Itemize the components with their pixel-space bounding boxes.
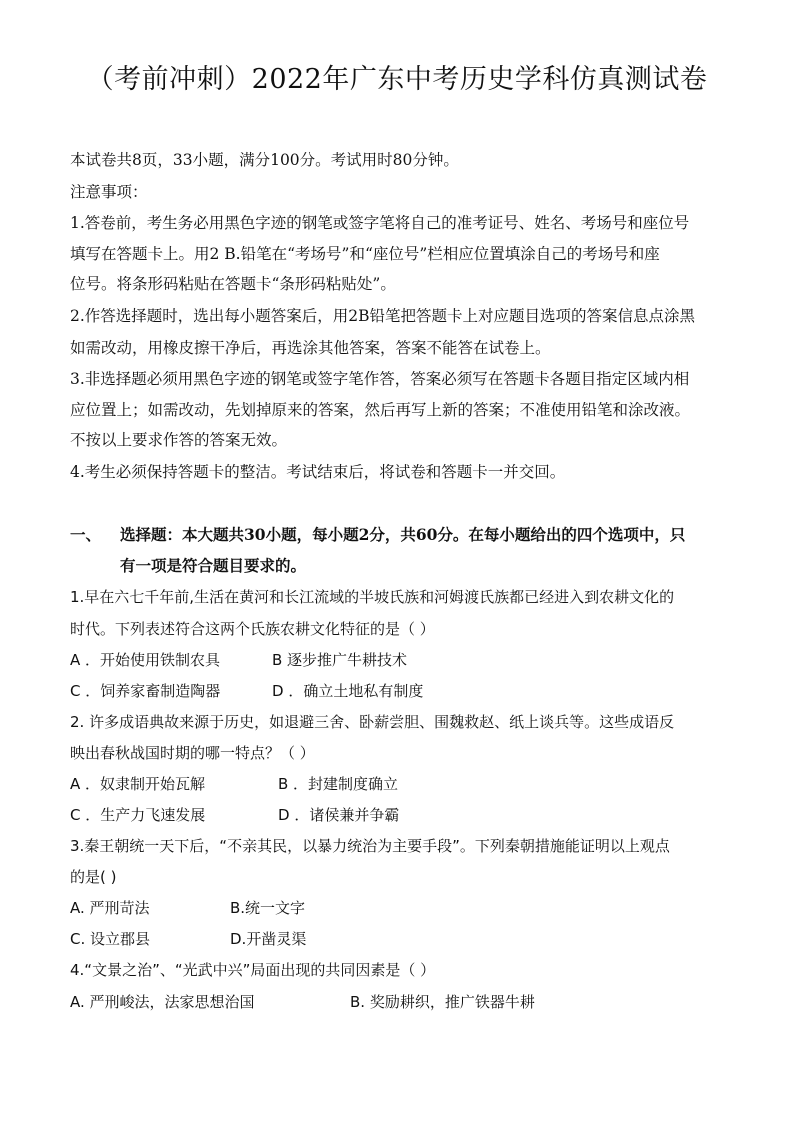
- notice-line: 1.答卷前，考生务必用黑色字迹的钢笔或签字笔将自己的准考证号、姓名、考场号和座位号: [70, 214, 690, 232]
- question-3-stem: 的是( ): [70, 868, 117, 886]
- question-2-stem: 映出春秋战国时期的哪一特点？（ ）: [70, 744, 315, 762]
- question-4-option-a: A. 严刑峻法，法家思想治国: [70, 993, 255, 1011]
- question-1-option-b: B 逐步推广牛耕技术: [272, 651, 408, 669]
- notice-line: 2.作答选择题时，选出每小题答案后，用2B铅笔把答题卡上对应题目选项的答案信息点涂黑: [70, 307, 696, 325]
- notice-heading: 注意事项：: [70, 183, 148, 201]
- notice-line: 不按以上要求作答的答案无效。: [70, 431, 288, 449]
- question-3-option-c: C. 设立郡县: [70, 930, 151, 948]
- page-title: （考前冲刺）2022年广东中考历史学科仿真测试卷: [86, 64, 708, 95]
- question-4-stem: 4.“文景之治”、“光武中兴”局面出现的共同因素是（ ）: [70, 961, 436, 979]
- question-1-stem: 1.早在六七千年前,生活在黄河和长江流域的半坡氏族和河姆渡氏族都已经进入到农耕文化的: [70, 588, 675, 606]
- section-instruction: 有一项是符合题目要求的。: [120, 556, 307, 575]
- question-2-option-c: C ．生产力飞速发展: [70, 806, 206, 824]
- question-1-option-a: A ．开始使用铁制农具: [70, 651, 221, 669]
- section-instruction: 选择题：本大题共30小题，每小题2分，共60分。在每小题给出的四个选项中，只: [120, 525, 686, 544]
- question-1-option-d: D ．确立土地私有制度: [272, 682, 424, 700]
- question-2-option-d: D ．诸侯兼并争霸: [278, 806, 400, 824]
- question-1-option-c: C ．饲养家畜制造陶器: [70, 682, 221, 700]
- question-2-stem: 2. 许多成语典故来源于历史，如退避三舍、卧薪尝胆、围魏救赵、纸上谈兵等。这些成语反: [70, 713, 675, 731]
- question-2-option-a: A ．奴隶制开始瓦解: [70, 775, 206, 793]
- notice-line: 位号。将条形码粘贴在答题卡“条形码粘贴处”。: [70, 275, 396, 293]
- question-3-option-d: D.开凿灵渠: [230, 930, 307, 948]
- section-number: 一、: [70, 525, 102, 544]
- question-2-option-b: B ．封建制度确立: [278, 775, 399, 793]
- question-4-option-b: B. 奖励耕织，推广铁器牛耕: [350, 993, 535, 1011]
- notice-line: 3.非选择题必须用黑色字迹的钢笔或签字笔作答，答案必须写在答题卡各题目指定区域内相: [70, 370, 690, 388]
- exam-intro: 本试卷共8页，33小题，满分100分。考试用时80分钟。: [70, 151, 459, 169]
- question-3-option-a: A. 严刑苛法: [70, 899, 150, 917]
- question-3-option-b: B.统一文字: [230, 899, 306, 917]
- question-1-stem: 时代。下列表述符合这两个氏族农耕文化特征的是（ ）: [70, 620, 435, 638]
- notice-line: 填写在答题卡上。用2 B.铅笔在“考场号”和“座位号”栏相应位置填涂自己的考场号和座: [70, 245, 660, 263]
- notice-line: 4.考生必须保持答题卡的整洁。考试结束后，将试卷和答题卡一并交回。: [70, 463, 566, 481]
- notice-line: 应位置上；如需改动，先划掉原来的答案，然后再写上新的答案；不准使用铅笔和涂改液。: [70, 401, 691, 419]
- question-3-stem: 3.秦王朝统一天下后，“不亲其民，以暴力统治为主要手段”。下列秦朝措施能证明以上观点: [70, 837, 670, 855]
- notice-line: 如需改动，用橡皮擦干净后，再选涂其他答案，答案不能答在试卷上。: [70, 339, 551, 357]
